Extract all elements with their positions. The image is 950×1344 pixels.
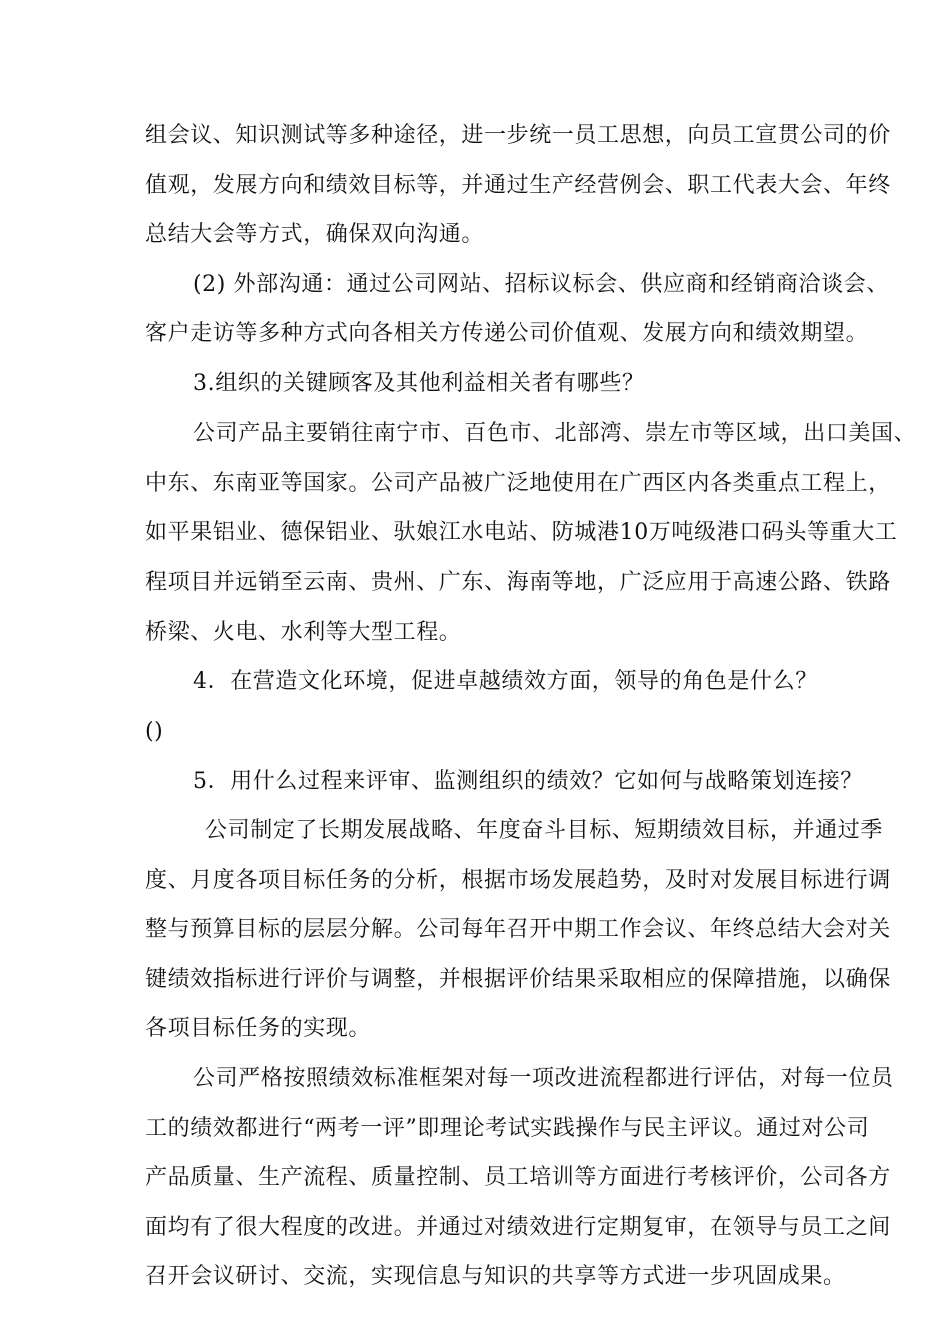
text-line: 中东、东南亚等国家。公司产品被广泛地使用在广西区内各类重点工程上， — [145, 471, 891, 496]
text-line: 度、月度各项目标任务的分析，根据市场发展趋势，及时对发展目标进行调 — [145, 868, 891, 893]
text-line: 总结大会等方式，确保双向沟通。 — [145, 222, 485, 247]
text-line: () — [145, 719, 164, 744]
text-line: 各项目标任务的实现。 — [145, 1016, 372, 1041]
text-line: 如平果铝业、德保铝业、驮娘江水电站、防城港10万吨级港口码头等重大工 — [145, 520, 898, 545]
text-line: 客户走访等多种方式向各相关方传递公司价值观、发展方向和绩效期望。 — [145, 321, 869, 346]
text-line: 产品质量、生产流程、质量控制、员工培训等方面进行考核评价，公司各方 — [145, 1165, 891, 1190]
text-line: (2) 外部沟通：通过公司网站、招标议标会、供应商和经销商洽谈会、 — [193, 272, 889, 297]
text-line: 值观，发展方向和绩效目标等，并通过生产经营例会、职工代表大会、年终 — [145, 173, 891, 198]
section-heading: 3.组织的关键顾客及其他利益相关者有哪些？ — [193, 371, 645, 396]
text-line: 组会议、知识测试等多种途径，进一步统一员工思想，向员工宣贯公司的价 — [145, 123, 891, 148]
text-line: 召开会议研讨、交流，实现信息与知识的共享等方式进一步巩固成果。 — [145, 1264, 846, 1289]
text-line: 键绩效指标进行评价与调整，并根据评价结果采取相应的保障措施，以确保 — [145, 967, 891, 992]
text-line: 公司制定了长期发展战略、年度奋斗目标、短期绩效目标，并通过季 — [205, 818, 884, 843]
text-line: 程项目并远销至云南、贵州、广东、海南等地，广泛应用于高速公路、铁路 — [145, 570, 891, 595]
section-heading: 5．用什么过程来评审、监测组织的绩效？它如何与战略策划连接？ — [193, 769, 863, 794]
text-line: 面均有了很大程度的改进。并通过对绩效进行定期复审，在领导与员工之间 — [145, 1215, 891, 1240]
text-line: 工的绩效都进行“两考一评”即理论考试实践操作与民主评议。通过对公司 — [145, 1116, 870, 1141]
text-line: 整与预算目标的层层分解。公司每年召开中期工作会议、年终总结大会对关 — [145, 917, 891, 942]
text-line: 桥梁、火电、水利等大型工程。 — [145, 620, 462, 645]
section-heading: 4．在营造文化环境，促进卓越绩效方面，领导的角色是什么？ — [193, 669, 818, 694]
text-line: 公司严格按照绩效标准框架对每一项改进流程都进行评估，对每一位员 — [193, 1066, 894, 1091]
text-line: 公司产品主要销往南宁市、百色市、北部湾、崇左市等区域，出口美国、 — [193, 421, 917, 446]
